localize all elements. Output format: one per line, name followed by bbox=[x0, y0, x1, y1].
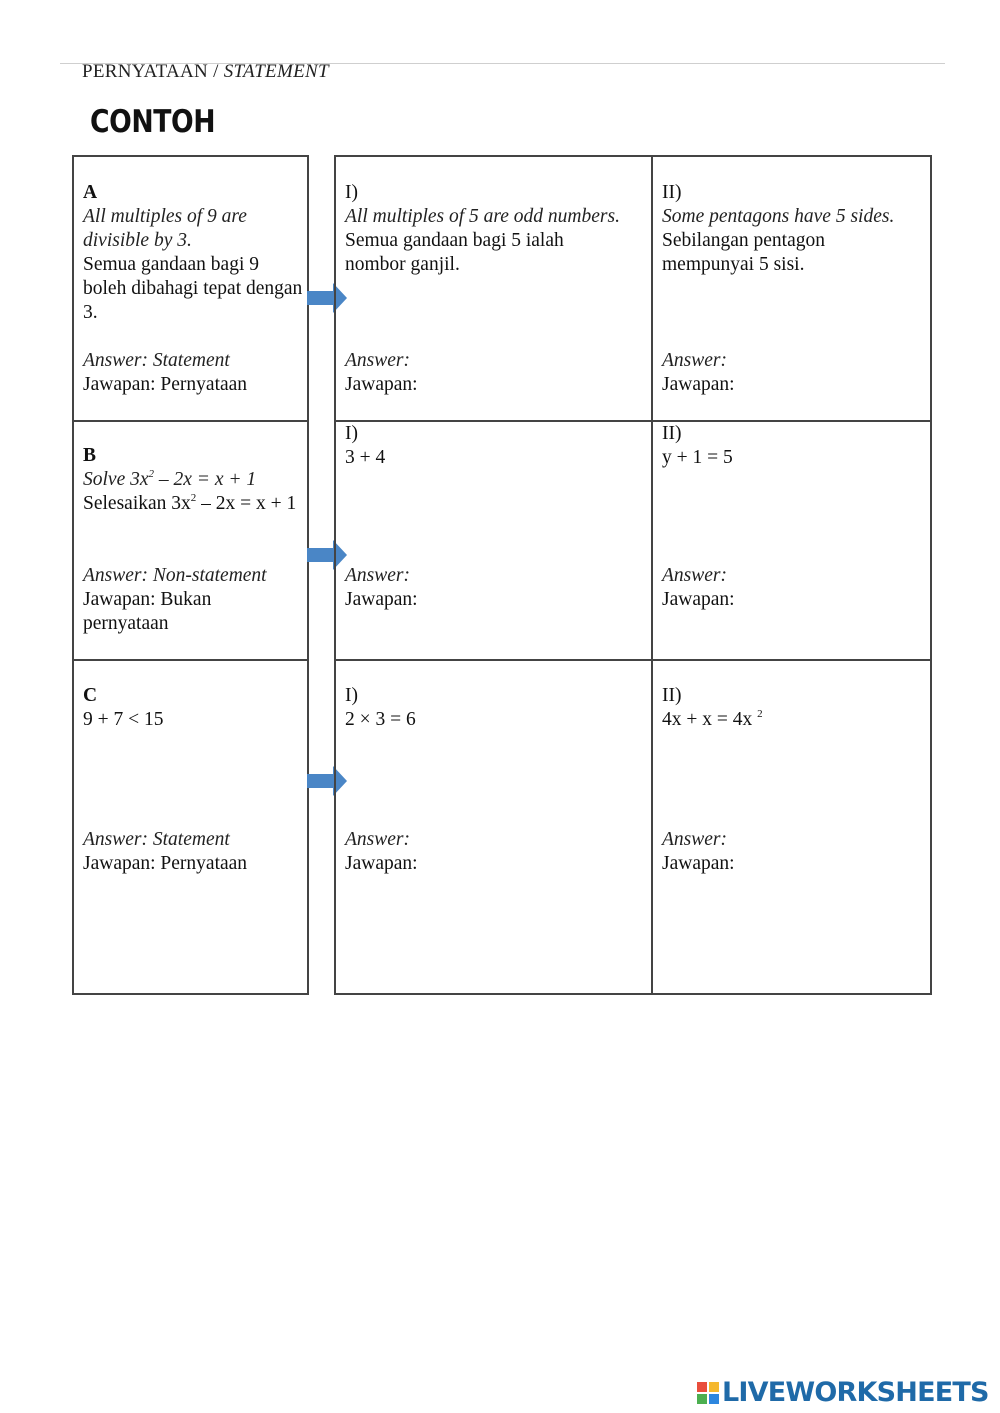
row-divider bbox=[336, 659, 930, 661]
example-b-english: Solve $3x^2 - 2x = x + 1$ bbox=[83, 468, 257, 490]
question-2-i-cell bbox=[336, 422, 651, 659]
question-2-i-label: I) bbox=[345, 423, 358, 444]
question-3-ii-label: II) bbox=[662, 685, 682, 706]
page-header: PERNYATAAN / STATEMENT bbox=[82, 61, 329, 82]
question-2-ii-label: II) bbox=[662, 423, 682, 444]
question-3-ii-answer-ms[interactable]: Jawapan: bbox=[662, 853, 735, 874]
questions-table bbox=[334, 155, 932, 995]
example-b-answer-en: Answer: Non-statement bbox=[83, 565, 267, 586]
question-1-i-answer-ms[interactable]: Jawapan: bbox=[345, 374, 418, 395]
question-2-ii-answer-ms[interactable]: Jawapan: bbox=[662, 589, 735, 610]
question-2-i-answer-ms[interactable]: Jawapan: bbox=[345, 589, 418, 610]
example-c-answer-en: Answer: Statement bbox=[83, 829, 230, 850]
example-b-label: B bbox=[83, 445, 97, 466]
question-3-ii-answer-en: Answer: bbox=[662, 829, 727, 850]
row-divider bbox=[74, 659, 307, 661]
footer-brand[interactable]: LIVEWORKSHEETS bbox=[722, 1377, 989, 1408]
question-1-ii-answer-ms[interactable]: Jawapan: bbox=[662, 374, 735, 395]
question-2-ii-cell bbox=[653, 422, 930, 659]
example-a-malay: Semua gandaan bagi 9 boleh dibahagi tepat dengan 3. bbox=[83, 254, 303, 323]
row-divider bbox=[74, 420, 307, 422]
example-c-answer-ms: Jawapan: Pernyataan bbox=[83, 853, 248, 874]
question-3-i-answer-ms[interactable]: Jawapan: bbox=[345, 853, 418, 874]
question-3-ii-cell bbox=[653, 684, 930, 984]
example-b-answer-ms: Jawapan: Bukan pernyataan bbox=[83, 589, 212, 634]
question-1-ii-answer-en: Answer: bbox=[662, 350, 727, 371]
question-2-i-text: 3 + 4 bbox=[345, 447, 386, 468]
example-b-malay: Selesaikan $3x^2 - 2x = x + 1$ bbox=[83, 492, 297, 514]
question-1-i-cell bbox=[336, 181, 651, 420]
question-3-ii-text: 4x + x = 4x $^2$ bbox=[662, 708, 763, 730]
example-b-cell bbox=[74, 444, 307, 659]
example-a-answer-ms: Jawapan: Pernyataan bbox=[83, 374, 248, 395]
question-1-ii-cell bbox=[653, 181, 930, 420]
question-1-i-malay: Semua gandaan bagi 5 ialah nombor ganjil. bbox=[345, 230, 564, 275]
question-3-i-text: 2 × 3 = 6 bbox=[345, 709, 416, 730]
question-1-ii-english: Some pentagons have 5 sides. bbox=[662, 206, 895, 227]
question-3-i-label: I) bbox=[345, 685, 358, 706]
question-2-ii-text: y + 1 = 5 bbox=[662, 447, 733, 468]
question-1-ii-malay: Sebilangan pentagon mempunyai 5 sisi. bbox=[662, 230, 825, 275]
example-a-label: A bbox=[83, 182, 98, 203]
example-c-text: 9 + 7 < 15 bbox=[83, 709, 164, 730]
question-1-i-answer-en: Answer: bbox=[345, 350, 410, 371]
example-heading: CONTOH bbox=[90, 104, 216, 140]
question-2-ii-answer-en: Answer: bbox=[662, 565, 727, 586]
example-a-answer-en: Answer: Statement bbox=[83, 350, 230, 371]
liveworksheets-logo-icon bbox=[697, 1382, 719, 1404]
example-a-english: All multiples of 9 are divisible by 3. bbox=[83, 206, 247, 251]
question-1-i-english: All multiples of 5 are odd numbers. bbox=[345, 206, 620, 227]
example-c-label: C bbox=[83, 685, 98, 706]
question-1-ii-label: II) bbox=[662, 182, 682, 203]
example-c-cell bbox=[74, 684, 307, 984]
example-a-cell bbox=[74, 181, 307, 420]
question-1-i-label: I) bbox=[345, 182, 358, 203]
examples-table bbox=[72, 155, 309, 995]
question-3-i-answer-en: Answer: bbox=[345, 829, 410, 850]
question-2-i-answer-en: Answer: bbox=[345, 565, 410, 586]
question-3-i-cell bbox=[336, 684, 651, 984]
